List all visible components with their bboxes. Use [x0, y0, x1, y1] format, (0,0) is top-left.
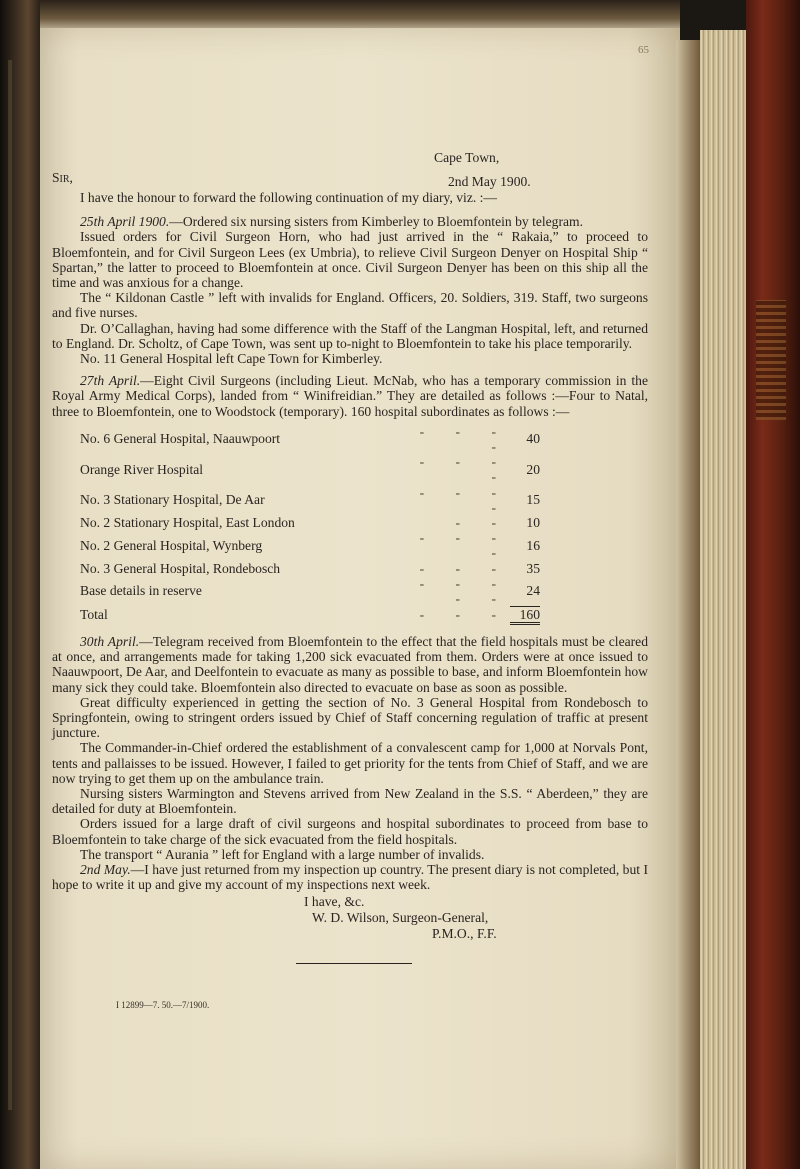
closing: I have, &c. [304, 894, 365, 910]
paragraph: The “ Kildonan Castle ” left with invalids for England. Officers, 20. Soldiers, 319. Staff, two surgeons and five nurses. [52, 290, 648, 321]
signature-title: P.M.O., F.F. [432, 925, 497, 941]
table-row: No. 3 Stationary Hospital, De Aar - - - - 15 [80, 484, 540, 515]
paragraph: 27th April.—Eight Civil Surgeons (including Lieut. McNab, who has a temporary commission in the Royal Army Medical Corps), landed from “ Winifreidian.” They are detailed as follows :—Four to Natal, three to Bloemfontein, one to Woodstock (temporary). 160 hospital subordinates as follows :— [52, 373, 648, 419]
table-row: No. 2 General Hospital, Wynberg - - - - 16 [80, 530, 540, 561]
page-number: 65 [638, 44, 649, 56]
book-cover-right [746, 0, 800, 1169]
table-row: Orange River Hospital - - - - 20 [80, 454, 540, 485]
book-binding-left [0, 0, 40, 1169]
paragraph: Great difficulty experienced in getting the section of No. 3 General Hospital from Rondebosch to Springfontein, owing to stringent orders issued by Chief of Staff concerning regulation of traffic at present juncture. [52, 694, 648, 741]
paragraph: 30th April.—Telegram received from Bloemfontein to the effect that the field hospitals must be cleared at once, and arrangements made for taking 1,200 sick evacuated from them. Orders were at once issued to Naauwpoort, De Aar, and Deelfontein to evacuate as many as possible to base, and inform Bloemfontein how many sick they could take. Bloemfontein also directed to evacuate on base as soon as possible. [52, 633, 648, 695]
paragraph: 2nd May.—I have just returned from my inspection up country. The present diary is not completed, but I hope to write it up and give my account of my inspections next week. [52, 862, 648, 893]
table-row: No. 3 General Hospital, Rondebosch - - - 35 [80, 560, 540, 576]
letter-header [52, 150, 648, 190]
entry-date: 2nd May. [80, 862, 131, 878]
letter-date: 2nd May 1900. [448, 174, 531, 189]
paragraph: Issued orders for Civil Surgeon Horn, who had just arrived in the “ Rakaia,” to proceed to Bloemfontein, and for Civil Surgeon Lees (ex Umbria), to relieve Civil Surgeon Denyer on Hospital Ship “ Spartan,” the latter to proceed to Bloemfontein at once. Civil Surgeon Denyer has been on this ship all the time and was anxious for a change. [52, 229, 648, 291]
page-gutter [676, 40, 700, 1169]
paragraph: Dr. O’Callaghan, having had some difference with the Staff of the Langman Hospital, left, and returned to England. Dr. Scholtz, of Cape Town, was sent up to-night to Bloemfontein to take his place temporarily. [52, 320, 648, 351]
entry-date: 25th April 1900. [80, 214, 170, 230]
table-row: Base details in reserve - - - - - 24 [80, 575, 540, 607]
intro-paragraph: I have the honour to forward the following continuation of my diary, viz. :— [80, 190, 498, 205]
table-row: No. 2 Stationary Hospital, East London - - 10 [80, 515, 540, 531]
subordinates-table [80, 424, 540, 625]
entry-date: 30th April. [80, 633, 140, 649]
letter-body [52, 150, 648, 964]
paragraph: Orders issued for a large draft of civil surgeons and hospital subordinates to proceed from base to Bloemfontein to take charge of the sick evacuated from the field hospitals. [52, 816, 648, 847]
paragraph: Nursing sisters Warmington and Stevens arrived from New Zealand in the S.S. “ Aberdeen,” they are detailed for duty at Bloemfontein. [52, 786, 648, 817]
letter-place: Cape Town, [434, 150, 500, 165]
table-row: No. 6 General Hospital, Naauwpoort - - - - 40 [80, 423, 540, 455]
printer-imprint: I 12899—7. 50.—7/1900. [116, 1000, 210, 1010]
table-total: 160 [510, 606, 540, 623]
paragraph: 25th April 1900.—Ordered six nursing sisters from Kimberley to Bloemfontein by telegram. [80, 214, 584, 230]
table-total-row: Total - - - 160 [80, 606, 540, 623]
paragraph: No. 11 General Hospital left Cape Town for Kimberley. [80, 351, 383, 367]
entry-date: 27th April. [80, 373, 141, 389]
salutation: Sir, [52, 170, 73, 185]
paragraph: The Commander-in-Chief ordered the establishment of a convalescent camp for 1,000 at Norvals Pont, tents and pallaisses to be issued. However, I failed to get priority for the tents from Chief of Staff, and we are now trying to get them up on the ambulance train. [52, 740, 648, 786]
signature: W. D. Wilson, Surgeon-General, [312, 910, 489, 926]
paragraph: The transport “ Aurania ” left for England with a large number of invalids. [80, 846, 485, 862]
page-edges [700, 30, 746, 1169]
end-rule [296, 963, 412, 964]
